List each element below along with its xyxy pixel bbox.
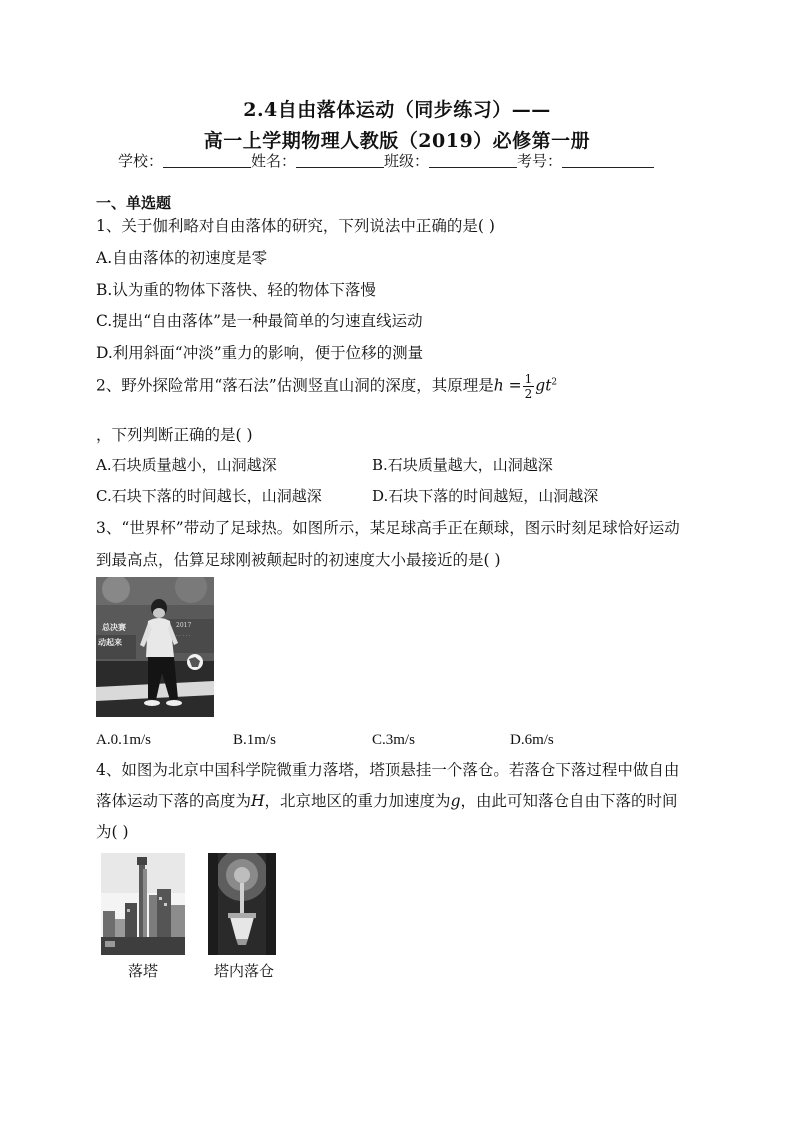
drop-capsule-illustration bbox=[208, 853, 276, 955]
q2-option-d: D.石块下落的时间越短，山洞越深 bbox=[372, 487, 599, 505]
caption-drop-tower: 落塔 bbox=[128, 964, 159, 980]
q2-formula-numerator: 1 bbox=[524, 372, 533, 386]
q2-formula-fraction bbox=[523, 372, 535, 401]
caption-drop-capsule: 塔内落仓 bbox=[214, 964, 275, 980]
q4-var-h: H bbox=[251, 792, 265, 810]
q3-option-c: C.3m/s bbox=[372, 732, 415, 748]
class-label: 班级： bbox=[384, 152, 430, 170]
drop-capsule-photo bbox=[208, 853, 276, 955]
q1-stem: 1、关于伽利略对自由落体的研究，下列说法中正确的是( ) bbox=[96, 217, 495, 235]
q2-option-b: B.石块质量越大，山洞越深 bbox=[372, 456, 553, 474]
q1-option-d: D.利用斜面“冲淡”重力的影响，便于位移的测量 bbox=[96, 344, 424, 362]
q2-stem bbox=[96, 372, 557, 401]
q2-option-c: C.石块下落的时间越长，山洞越深 bbox=[96, 487, 322, 505]
student-info-line bbox=[118, 150, 654, 171]
exam-no-label: 考号： bbox=[517, 152, 563, 170]
football-juggling-photo bbox=[96, 577, 214, 717]
q4-stem-line-3: 为( ) bbox=[96, 823, 129, 841]
class-blank[interactable] bbox=[429, 153, 517, 168]
svg-text:· · · · ·: · · · · · bbox=[176, 633, 191, 639]
school-blank[interactable] bbox=[163, 153, 251, 168]
q2-option-a: A.石块质量越小，山洞越深 bbox=[96, 456, 277, 474]
page-title-line-2: 高一上学期物理人教版（2019）必修第一册 bbox=[203, 130, 591, 152]
q1-option-c: C.提出“自由落体”是一种最简单的匀速直线运动 bbox=[96, 312, 423, 330]
q4-stem-text-b: ，北京地区的重力加速度为 bbox=[264, 792, 451, 810]
q4-stem-line-2 bbox=[96, 789, 678, 811]
school-label: 学校： bbox=[118, 152, 164, 170]
q4-var-g: g bbox=[450, 792, 461, 810]
q3-option-a: A.0.1m/s bbox=[96, 732, 152, 748]
q2-formula-exponent: 2 bbox=[551, 377, 558, 388]
photo-banner-text-1: 总决赛 bbox=[102, 623, 126, 632]
q4-stem-line-1: 4、如图为北京中国科学院微重力落塔，塔顶悬挂一个落仓。若落仓下落过程中做自由 bbox=[96, 761, 680, 779]
q1-option-b: B.认为重的物体下落快、轻的物体下落慢 bbox=[96, 281, 376, 299]
name-blank[interactable] bbox=[296, 153, 384, 168]
drop-tower-photo bbox=[101, 853, 185, 955]
q3-stem-line-1: 3、“世界杯”带动了足球热。如图所示，某足球高手正在颠球，图示时刻足球恰好运动 bbox=[96, 519, 680, 537]
q3-option-b: B.1m/s bbox=[233, 732, 276, 748]
exam-no-blank[interactable] bbox=[562, 153, 654, 168]
q2-formula-gt: gt bbox=[535, 376, 552, 395]
q2-stem-continued: ，下列判断正确的是( ) bbox=[96, 426, 253, 444]
photo-banner-text-2: 动起来 bbox=[98, 638, 122, 647]
q1-option-a: A.自由落体的初速度是零 bbox=[96, 249, 268, 267]
q2-formula-lhs: h = bbox=[493, 376, 522, 395]
svg-text:2017: 2017 bbox=[176, 622, 192, 629]
q2-stem-text: 2、野外探险常用“落石法”估测竖直山洞的深度，其原理是 bbox=[96, 376, 494, 395]
page-title-line-1: 2.4自由落体运动（同步练习）—— bbox=[243, 99, 551, 121]
q3-option-d: D.6m/s bbox=[510, 732, 554, 748]
q3-stem-line-2: 到最高点，估算足球刚被颠起时的初速度大小最接近的是( ) bbox=[96, 551, 501, 569]
name-label: 姓名： bbox=[251, 152, 297, 170]
drop-tower-illustration bbox=[101, 853, 185, 955]
q4-stem-text-a: 落体运动下落的高度为 bbox=[96, 792, 252, 810]
section-heading: 一、单选题 bbox=[96, 194, 172, 212]
q4-stem-text-c: ，由此可知落仓自由下落的时间 bbox=[460, 792, 678, 810]
q2-formula-denominator: 2 bbox=[524, 387, 533, 401]
